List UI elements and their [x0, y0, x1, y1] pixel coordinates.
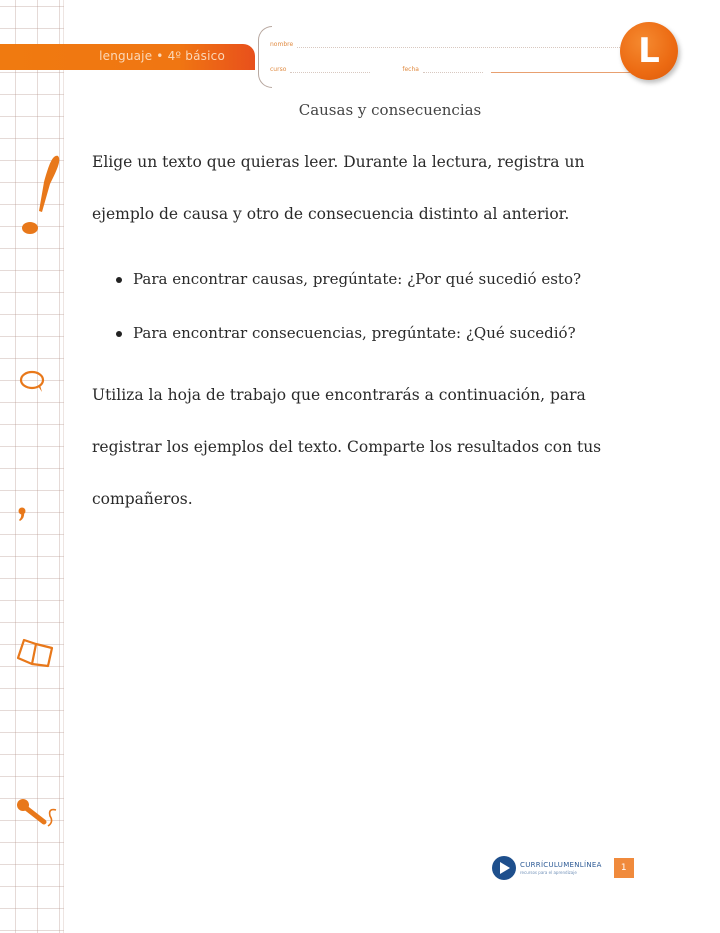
comma-icon — [16, 506, 28, 522]
course-label: curso — [270, 66, 287, 73]
date-label: fecha — [402, 66, 419, 73]
play-logo-icon — [492, 856, 516, 880]
page-title: Causas y consecuencias — [298, 101, 482, 119]
name-field[interactable] — [297, 42, 626, 48]
subject-badge: L — [620, 22, 678, 80]
footer — [492, 856, 634, 880]
microphone-icon — [14, 796, 58, 830]
publisher-logo — [520, 861, 602, 875]
student-info-form — [258, 26, 638, 86]
tip-consequences: Para encontrar consecuencias, pregúntate: ¿Qué sucedió? — [114, 321, 674, 375]
intro-line: Elige un texto que quieras leer. Durante la lectura, registra un — [92, 153, 585, 171]
speech-bubble-icon — [18, 368, 48, 394]
form-bracket — [258, 26, 272, 88]
subject-band — [0, 44, 255, 70]
intro-line: ejemplo de causa y otro de consecuencia distinto al anterior. — [92, 205, 570, 223]
logo-subtext: recursos para el aprendizaje — [520, 870, 577, 875]
tips-list — [114, 267, 674, 375]
closing-paragraph — [92, 383, 682, 539]
date-field[interactable] — [423, 67, 483, 73]
closing-line: Utiliza la hoja de trabajo que encontrarás a continuación, para — [92, 386, 586, 404]
page-number: 1 — [614, 858, 634, 878]
intro-paragraph — [92, 150, 682, 254]
header-rule — [491, 67, 630, 73]
exclamation-icon — [18, 150, 62, 240]
logo-text: CURRÍCULUMENLÍNEA — [520, 861, 602, 869]
subject-label: lenguaje • 4º básico — [99, 49, 225, 63]
tip-causes: Para encontrar causas, pregúntate: ¿Por qué sucedió esto? — [114, 267, 674, 321]
open-book-icon — [14, 636, 56, 670]
name-row — [270, 41, 630, 48]
margin-grid — [0, 0, 64, 933]
closing-line: compañeros. — [92, 490, 193, 508]
name-label: nombre — [270, 41, 294, 48]
closing-line: registrar los ejemplos del texto. Comparte los resultados con tus — [92, 438, 602, 456]
course-date-row — [270, 66, 630, 73]
course-field[interactable] — [290, 67, 370, 73]
